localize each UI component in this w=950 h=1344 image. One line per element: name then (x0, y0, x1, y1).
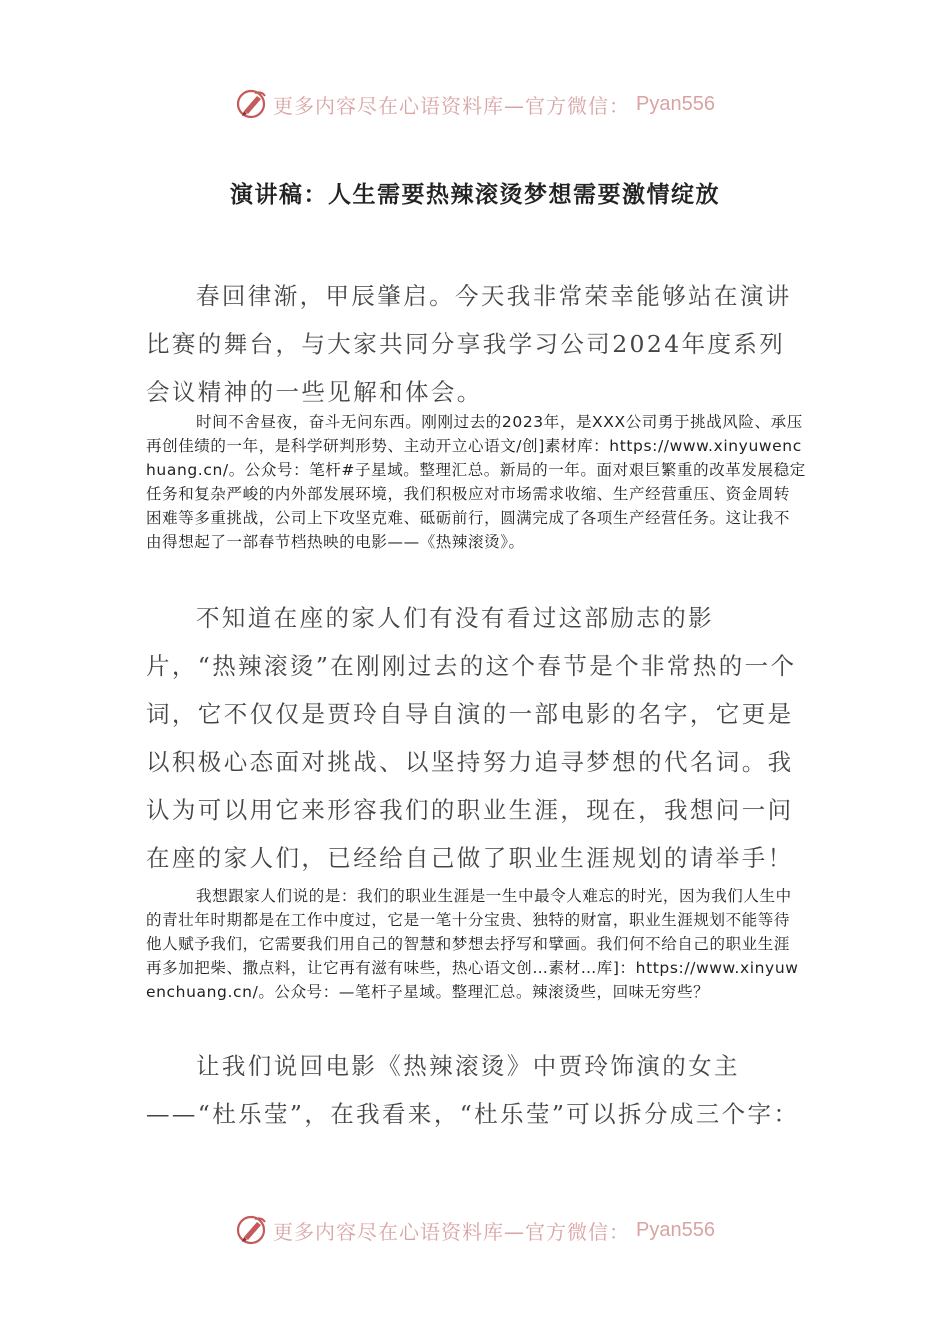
pen-logo-icon (235, 1213, 269, 1247)
paragraph-5: 让我们说回电影《热辣滚烫》中贾玲饰演的女主——“杜乐莹”，在我看来，“杜乐莹”可以拆分成三个字： (146, 1051, 800, 1128)
footer-banner (0, 1210, 950, 1250)
paragraph-3: 不知道在座的家人们有没有看过这部励志的影片，“热辣滚烫”在刚刚过去的这个春节是个非常热的一个词，它不仅仅是贾玲自导自演的一部电影的名字，它更是以积极心态面对挑战、以坚持努力追寻梦想的代名词。我认为可以用它来形容我们的职业生涯，现在，我想问一问在座的家人们，已经给自己做了职业生涯规划的请举手！ (146, 603, 797, 872)
paragraph-2: 时间不舍昼夜，奋斗无问东西。刚刚过去的2023年，是XXX公司勇于挑战风险、承压再创佳绩的一年，是科学研判形势、主动开立心语文/创]素材库：https://www.xinyuwenchuang.cn/。公众号：笔杆#子星域。整理汇总。新局的一年。面对艰巨繁重的改革发展稳定任务和复杂严峻的内外部发展环境，我们积极应对市场需求收缩、生产经营重压、资金周转困难等多重挑战，公司上下攻坚克难、砥砺前行，圆满完成了各项生产经营任务。这让我不由得想起了一部春节档热映的电影——《热辣滚烫》。 (146, 412, 806, 551)
footer-banner-text: 更多内容尽在心语资料库—官方微信： (273, 1219, 631, 1244)
footer-banner-id: Pyan556 (636, 1218, 715, 1241)
header-banner-text: 更多内容尽在心语资料库—官方微信： (273, 93, 631, 118)
document-title: 演讲稿：人生需要热辣滚烫梦想需要激情绽放 (230, 182, 720, 208)
paragraph-4: 我想跟家人们说的是：我们的职业生涯是一生中最令人难忘的时光，因为我们人生中的青壮年时期都是在工作中度过，它是一笔十分宝贵、独特的财富，职业生涯规划不能等待他人赋予我们，它需要我们用自己的智慧和梦想去抒写和擘画。我们何不给自己的职业生涯再多加把柴、撒点料，让它再有滋有味些，热心语文创…素材…库]：https://www.xinyuwenchuang.cn/。公众号：—笔杆子星域。整理汇总。辣滚烫些，回味无穷些？ (146, 886, 799, 1001)
header-banner (0, 84, 950, 124)
header-banner-id: Pyan556 (636, 92, 715, 115)
paragraph-1: 春回律渐，甲辰肇启。今天我非常荣幸能够站在演讲比赛的舞台，与大家共同分享我学习公司2024年度系列会议精神的一些见解和体会。 (146, 281, 792, 406)
pen-logo-icon (235, 87, 269, 121)
